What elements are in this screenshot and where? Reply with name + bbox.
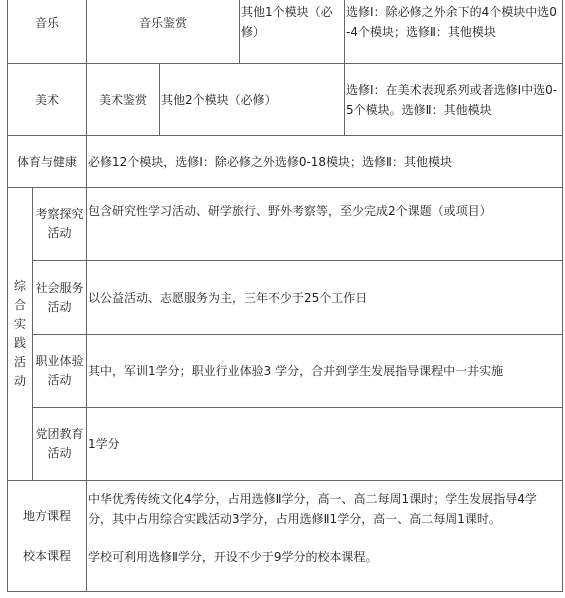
art-electives-text: 选修Ⅰ：在美术表现系列或者选修Ⅰ中选0-5个模块。选修Ⅱ：其他模块 [346, 82, 558, 117]
music-required-cell [240, 0, 345, 64]
practice-row-2 [8, 261, 563, 335]
pe-category-label: 体育与健康 [17, 154, 78, 169]
local-label-cell [8, 481, 87, 592]
music-category-cell [8, 0, 87, 64]
practice-item-label-line-1: 社会服务 [35, 280, 84, 295]
art-row [8, 64, 563, 136]
local-content-paragraph-2: 学校可利用选修Ⅱ学分，开设不少于9学分的校本课程。 [88, 550, 378, 564]
practice-item-label-line-2: 活动 [47, 446, 72, 460]
music-category-label: 音乐 [35, 16, 60, 30]
music-subject-cell [87, 0, 240, 64]
local-content-paragraph-1: 中华优秀传统文化4学分，占用选修Ⅱ学分，高一、高二每周1课时；学生发展指导4学分，其中占用综合实践活动3学分，占用选修Ⅱ1学分，高一、高二每周1课时。 [88, 492, 537, 526]
practice-category-char-6: 动 [13, 374, 26, 388]
local-course-label: 地方课程 [23, 509, 72, 523]
practice-category-char-1: 综 [13, 279, 26, 293]
practice-category-cell [8, 188, 33, 481]
practice-item-content-text: 1学分 [88, 437, 120, 451]
practice-item-content-cell [87, 261, 563, 335]
art-subject-cell [87, 64, 160, 136]
curriculum-table [7, 0, 563, 592]
music-electives-cell [345, 0, 563, 64]
school-course-label: 校本课程 [23, 549, 72, 563]
local-row [8, 481, 563, 592]
local-label-spacer [8, 527, 86, 545]
practice-row-4 [8, 408, 563, 481]
practice-item-content-cell [87, 188, 563, 261]
pe-content-text: 必修12个模块，选修Ⅰ：除必修之外选修0-18模块；选修Ⅱ：其他模块 [88, 154, 452, 169]
art-subject-label: 美术鉴赏 [99, 92, 148, 107]
practice-category-char-2: 合 [13, 298, 26, 312]
practice-item-label-line-1: 考察探究 [35, 207, 84, 221]
practice-category-char-4: 践 [13, 336, 26, 350]
pe-content-cell [87, 136, 563, 188]
practice-item-content-cell [87, 335, 563, 408]
practice-item-label-cell [33, 408, 87, 481]
pe-row [8, 136, 563, 188]
art-category-label: 美术 [35, 92, 60, 107]
practice-item-content-text: 包含研究性学习活动、研学旅行、野外考察等，至少完成2个课题（或项目） [88, 204, 492, 218]
art-required-cell [160, 64, 345, 136]
practice-item-label-cell [33, 335, 87, 408]
practice-item-label-line-2: 活动 [47, 299, 72, 314]
practice-item-label-cell [33, 261, 87, 335]
art-category-cell [8, 64, 87, 136]
practice-item-label-line-2: 活动 [47, 373, 72, 387]
practice-category-char-3: 实 [13, 317, 26, 331]
practice-item-content-text: 其中，军训1学分；职业行业体验3 学分，合并到学生发展指导课程中一并实施 [88, 364, 504, 378]
practice-item-label-line-2: 活动 [47, 226, 72, 240]
local-content-cell [87, 481, 563, 592]
practice-category-char-5: 活 [13, 355, 26, 369]
practice-item-label-line-1: 党团教育 [35, 427, 84, 441]
practice-item-content-text: 以公益活动、志愿服务为主，三年不少于25个工作日 [88, 290, 368, 305]
music-row [8, 0, 563, 64]
pe-category-cell [8, 136, 87, 188]
music-subject-label: 音乐鉴赏 [139, 16, 188, 30]
music-required-text: 其他1个模块（必修） [241, 5, 333, 39]
art-required-text: 其他2个模块（必修） [161, 92, 277, 107]
practice-row-1 [8, 188, 563, 261]
practice-item-content-cell [87, 408, 563, 481]
practice-item-label-cell [33, 188, 87, 261]
music-electives-text: 选修Ⅰ：除必修之外余下的4个模块中选0-4个模块；选修Ⅱ：其他模块 [346, 5, 557, 39]
practice-item-label-line-1: 职业体验 [35, 354, 84, 368]
practice-row-3 [8, 335, 563, 408]
art-electives-cell [345, 64, 563, 136]
